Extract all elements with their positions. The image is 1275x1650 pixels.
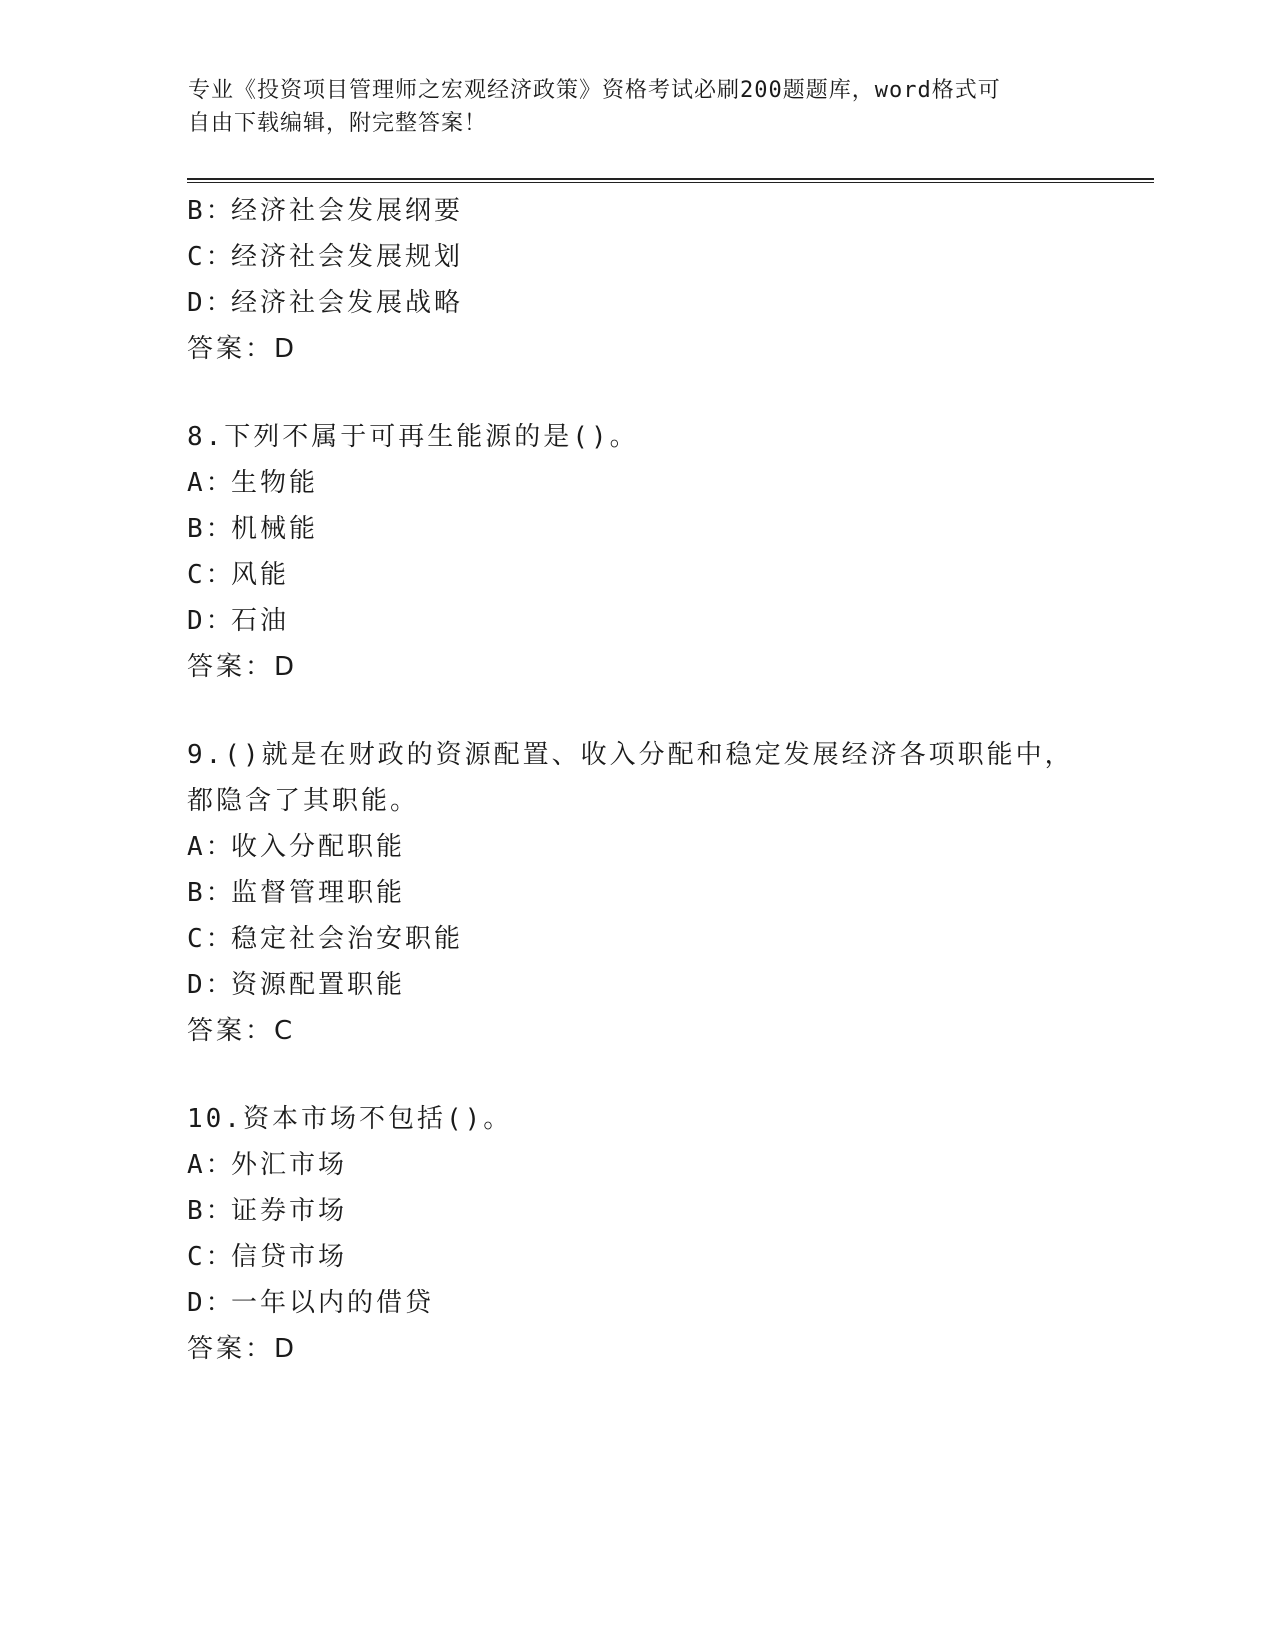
- spacer: [187, 690, 1087, 732]
- question-7: [187, 188, 1087, 372]
- option-key: C：: [187, 560, 235, 590]
- option-text: 资源配置职能: [231, 970, 406, 1000]
- option-key: B：: [187, 196, 235, 226]
- answer-line: 答案：D: [187, 334, 298, 364]
- answer-line: 答案：D: [187, 1334, 298, 1364]
- question-list: [187, 188, 1087, 1372]
- option-key: A：: [187, 832, 235, 862]
- option-text: 经济社会发展战略: [231, 288, 464, 318]
- option-key: D：: [187, 1288, 235, 1318]
- option-text: 风能: [231, 560, 290, 590]
- answer-line: 答案：D: [187, 652, 298, 682]
- question-stem: 8.下列不属于可再生能源的是()。: [187, 422, 639, 452]
- option-key: D：: [187, 970, 235, 1000]
- option-key: B：: [187, 514, 235, 544]
- header-divider: [187, 178, 1154, 183]
- answer-line: 答案：C: [187, 1016, 296, 1046]
- spacer: [187, 1054, 1087, 1096]
- option-text: 一年以内的借贷: [231, 1288, 435, 1318]
- option-b: [187, 188, 1087, 234]
- header-line-1: 专业《投资项目管理师之宏观经济政策》资格考试必刷200题题库，word格式可: [188, 78, 1001, 103]
- option-text: 外汇市场: [231, 1150, 348, 1180]
- option-text: 证券市场: [231, 1196, 348, 1226]
- document-header: [188, 74, 1068, 140]
- option-text: 经济社会发展规划: [231, 242, 464, 272]
- question-stem: 10.资本市场不包括()。: [187, 1104, 513, 1134]
- option-key: D：: [187, 606, 235, 636]
- option-text: 监督管理职能: [231, 878, 406, 908]
- option-d: [187, 962, 1087, 1008]
- option-d: [187, 280, 1087, 326]
- option-key: C：: [187, 924, 235, 954]
- option-text: 机械能: [231, 514, 319, 544]
- option-c: [187, 552, 1087, 598]
- question-stem: 9.()就是在财政的资源配置、收入分配和稳定发展经济各项职能中，: [187, 740, 1074, 770]
- option-text: 收入分配职能: [231, 832, 406, 862]
- question-stem-continued: 都隐含了其职能。: [187, 786, 420, 816]
- option-a: [187, 1142, 1087, 1188]
- option-d: [187, 598, 1087, 644]
- option-key: C：: [187, 1242, 235, 1272]
- option-key: A：: [187, 1150, 235, 1180]
- header-line-2: 自由下载编辑，附完整答案！: [188, 111, 488, 136]
- option-key: B：: [187, 878, 235, 908]
- question-10: [187, 1096, 1087, 1372]
- option-key: B：: [187, 1196, 235, 1226]
- option-text: 稳定社会治安职能: [231, 924, 464, 954]
- option-text: 石油: [231, 606, 290, 636]
- option-key: A：: [187, 468, 235, 498]
- option-text: 经济社会发展纲要: [231, 196, 464, 226]
- option-a: [187, 460, 1087, 506]
- option-key: D：: [187, 288, 235, 318]
- question-8: [187, 414, 1087, 690]
- option-d: [187, 1280, 1087, 1326]
- option-c: [187, 1234, 1087, 1280]
- option-key: C：: [187, 242, 235, 272]
- option-b: [187, 506, 1087, 552]
- option-c: [187, 916, 1087, 962]
- option-a: [187, 824, 1087, 870]
- option-c: [187, 234, 1087, 280]
- option-b: [187, 1188, 1087, 1234]
- option-text: 生物能: [231, 468, 319, 498]
- option-text: 信贷市场: [231, 1242, 348, 1272]
- option-b: [187, 870, 1087, 916]
- question-9: [187, 732, 1087, 1054]
- spacer: [187, 372, 1087, 414]
